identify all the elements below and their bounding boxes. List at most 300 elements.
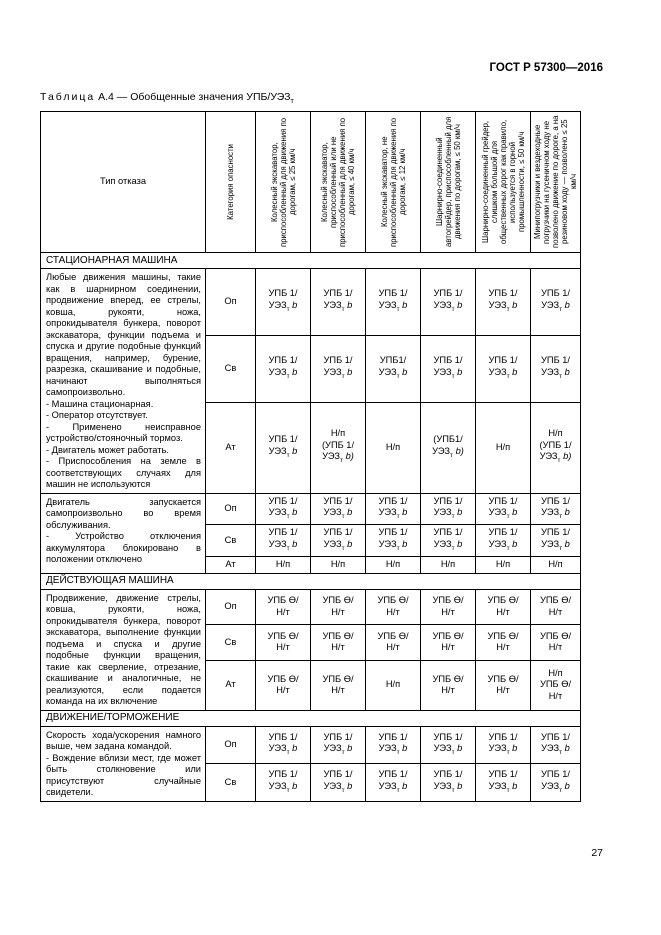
value-subscript: т [451,372,455,380]
value-suffix: b [509,743,518,754]
value-line: УЭЗ [268,538,287,549]
value-suffix: b [289,299,298,310]
value-subscript: т [451,748,455,756]
value-subscript: т [559,786,563,794]
value-subscript: т [506,748,510,756]
value-cell [421,335,476,402]
value-cell [476,493,531,525]
value-suffix: b [399,538,408,549]
value-subscript: т [506,512,510,520]
value-subscript: т [341,305,345,313]
value-line: Н/т [276,685,290,696]
value-suffix: b [289,507,298,517]
value-line: УЭЗ [488,299,507,310]
value-line: УЭЗ [432,445,451,456]
value-suffix: b [454,780,463,791]
caption-number: А.4 [98,91,114,103]
value-line: УЭЗ [378,743,397,754]
value-subscript: т [396,786,400,794]
value-cell [256,764,311,802]
value-line: УПБ Ѳ/ [267,630,299,641]
value-suffix: b [399,366,408,377]
value-line: УПБ 1/ [323,769,353,780]
value-suffix: b) [453,445,464,456]
value-subscript: т [286,512,290,520]
value-cell [531,557,581,574]
value-line: УПБ 1/ [378,731,408,742]
col-5-label: Шарнирно-соединенный грейдер, слишком большой для общественных дорог как правило, используется в горной промышленности, ≤ 50 км/ч [480,119,526,245]
value-line: УЭЗ [268,366,287,377]
value-cell [421,660,476,710]
value-cell [421,557,476,574]
value-cell [366,726,421,764]
hazard-category-cell: Ат [206,660,256,710]
value-line: УЭЗ [541,366,560,377]
value-suffix: b [289,743,298,754]
value-line: Н/т [441,642,455,653]
value-suffix: b [562,299,570,310]
value-line: Н/т [331,685,345,696]
value-cell [476,269,531,336]
value-suffix: b [454,507,463,517]
document-header: ГОСТ Р 57300—2016 [489,62,603,74]
failure-description [41,589,206,710]
value-line: Н/т [441,606,455,617]
value-line: УПБ 1/ [323,495,353,506]
hazard-category-cell: Ат [206,557,256,574]
value-line: УЭЗ [323,299,342,310]
value-line: УПБ 1/ [268,288,298,299]
value-suffix: b [289,366,298,377]
value-subscript: т [396,305,400,313]
description-line: Двигатель запускается самопроизвольно во время обслуживания. [46,496,201,530]
value-line: УПБ 1/ [488,495,518,506]
value-line: УПБ 1/ [540,495,571,506]
value-suffix: b [344,299,353,310]
col-1 [256,112,311,253]
value-cell [531,625,581,660]
value-line: УЭЗ [541,299,560,310]
value-line: УПБ 1/ [268,495,298,506]
value-line: УЭЗ [541,780,560,791]
value-suffix: b [399,299,408,310]
value-subscript: т [286,305,290,313]
value-line: УПБ 1/ [433,355,463,366]
value-cell [421,402,476,493]
value-line: УЭЗ [323,780,342,791]
value-line: УПБ 1/ [433,495,463,506]
value-subscript: т [286,786,290,794]
description-line: - Устройство отключения аккумулятора блокировано в положении отключено [46,531,201,564]
value-cell [366,764,421,802]
value-line: Н/п [385,441,401,452]
hazard-category-cell: Ат [206,402,256,493]
value-line: Н/п [548,667,563,678]
value-line: (УПБ 1/ [321,439,355,450]
value-subscript: т [286,544,290,552]
hazard-category-cell: Оп [206,589,256,624]
value-cell [256,557,311,574]
value-line: УЭЗ [488,507,507,517]
value-suffix: b [454,538,463,549]
value-line: УПБ1/ [379,355,407,366]
value-line: Н/т [548,642,563,653]
value-cell [366,625,421,660]
hazard-category-cell: Св [206,764,256,802]
value-line: УЭЗ [268,743,287,754]
value-subscript: т [286,748,290,756]
value-line: УЭЗ [488,743,507,754]
value-suffix: b [399,743,408,754]
value-line: УПБ Ѳ/ [432,673,464,684]
value-cell [311,269,366,336]
hazard-category-cell: Оп [206,726,256,764]
section-title: СТАЦИОНАРНАЯ МАШИНА [41,253,581,269]
value-suffix: b [289,538,298,549]
value-line: УЭЗ [541,743,560,754]
table-row [41,269,581,336]
value-suffix: b [562,366,570,377]
value-line: УПБ 1/ [268,355,298,366]
col-1-label: Колесный экскаватор, приспособленный для движения по дорогам, ≤ 25 км/ч [269,117,297,247]
value-subscript: т [451,544,455,552]
value-line: УЭЗ [433,507,452,517]
value-cell [256,660,311,710]
value-cell [256,402,311,493]
value-line: УПБ 1/ [268,731,298,742]
description-line: Скорость хода/ускорения намного выше, чем задана командой. [46,729,201,752]
col-4-label: Шарнирно-соединенный автогрейдер, приспособленный для движения по дорогам, ≤ 50 км/ч [434,116,462,248]
hazard-category-cell: Оп [206,269,256,336]
value-subscript: т [506,305,510,313]
value-line: Н/п [548,428,563,439]
value-cell [531,335,581,402]
col-6-label: Минипогрузчики и вездеходные погрузчики на гусеничном ходу не позволено движение по дороге, а на резиновом ходу — позволено ≤ 25 км/ч [533,115,578,249]
value-cell [476,764,531,802]
value-line: УЭЗ [323,507,342,517]
value-line: Н/п [275,559,291,570]
value-line: УЭЗ [268,780,287,791]
header-row [41,112,581,253]
value-line: Н/т [548,690,563,701]
value-line: Н/т [331,606,345,617]
value-line: УПБ 1/ [268,769,298,780]
hazard-category-cell: Св [206,625,256,660]
col-5 [476,112,531,253]
value-subscript: т [559,748,563,756]
value-cell [256,493,311,525]
value-cell [421,764,476,802]
value-cell [476,335,531,402]
value-subscript: т [450,451,454,459]
value-suffix: b [344,743,353,754]
value-suffix: b [454,366,463,377]
value-subscript: т [341,544,345,552]
value-subscript: т [396,748,400,756]
value-line: Н/т [276,606,290,617]
value-cell [476,660,531,710]
value-cell [366,402,421,493]
value-cell [366,335,421,402]
value-line: Н/п [330,428,346,439]
value-cell [476,525,531,557]
value-line: Н/т [496,642,510,653]
value-cell [366,269,421,336]
value-line: УЭЗ [433,538,452,549]
value-line: УПБ Ѳ/ [539,630,572,641]
value-line: УЭЗ [268,507,287,517]
value-cell [421,589,476,624]
value-line: УЭЗ [541,507,560,517]
value-line: УПБ 1/ [323,527,353,538]
col-4 [421,112,476,253]
value-line: УПБ 1/ [268,434,298,445]
col-2 [311,112,366,253]
value-suffix: b [454,299,463,310]
value-suffix: b [509,299,518,310]
value-cell [311,557,366,574]
value-line: УПБ 1/ [323,288,353,299]
description-line: - Машина стационарная. [46,398,154,409]
description-line: Продвижение, движение стрелы, ковша, рукояти, ножа, опрокидывателя бункера, поворот экскаватора, выполнение функции подъема и спуска и другие подобные функции вращения, такие как сверление, отрезание, скашивание и аналогичные, не реализуются, если подается команда на их включение [46,592,201,707]
value-cell [531,660,581,710]
value-line: УПБ 1/ [540,355,571,366]
value-line: УПБ 1/ [488,355,518,366]
value-cell [256,726,311,764]
value-subscript: т [559,372,563,380]
value-line: Н/т [276,642,290,653]
value-suffix: b [562,507,570,517]
value-suffix: b [509,366,518,377]
value-suffix: b [509,538,518,549]
value-cell [256,269,311,336]
value-cell [256,525,311,557]
value-line: Н/т [331,642,345,653]
col-6 [531,112,581,253]
value-cell [311,493,366,525]
value-subscript: т [396,372,400,380]
value-subscript: т [340,457,344,465]
value-line: Н/т [496,685,510,696]
value-line: УЭЗ [488,780,507,791]
value-cell [256,335,311,402]
section-title: ДЕЙСТВУЮЩАЯ МАШИНА [41,573,581,589]
value-line: УЭЗ [268,299,287,310]
value-suffix: b [509,507,518,517]
value-line: Н/т [548,606,563,617]
description-line: - Приспособления на земле в соответствующих случаях для машин не используются [46,456,201,489]
value-suffix: b [399,780,408,791]
value-cell [531,493,581,525]
value-cell [531,726,581,764]
value-cell [531,589,581,624]
failure-description [41,726,206,801]
value-line: УПБ Ѳ/ [322,673,354,684]
section-title: ДВИЖЕНИЕ/ТОРМОЖЕНИЕ [41,710,581,726]
value-line: Н/п [385,559,401,570]
value-line: УПБ 1/ [488,769,518,780]
value-line: УПБ Ѳ/ [377,630,409,641]
value-line: УПБ Ѳ/ [487,673,519,684]
value-cell [476,402,531,493]
value-suffix: b [289,445,298,456]
value-line: УПБ Ѳ/ [432,595,464,606]
value-cell [421,625,476,660]
value-line: УЭЗ [378,299,397,310]
value-line: УЭЗ [323,538,342,549]
value-line: УПБ Ѳ/ [267,595,299,606]
value-cell [311,764,366,802]
section-row [41,253,581,269]
value-line: УЭЗ [322,451,341,462]
value-subscript: т [451,786,455,794]
value-subscript: т [396,512,400,520]
value-cell [311,402,366,493]
value-cell [311,660,366,710]
value-line: Н/т [496,606,510,617]
value-line: УПБ 1/ [540,769,571,780]
value-line: УПБ 1/ [268,527,298,538]
hazard-category-cell: Св [206,525,256,557]
table-row [41,589,581,624]
value-line: УПБ 1/ [540,527,571,538]
value-line: Н/т [386,606,400,617]
value-line: УПБ 1/ [323,731,353,742]
value-line: УЭЗ [323,366,342,377]
value-line: УПБ Ѳ/ [539,679,572,690]
value-cell [311,726,366,764]
value-suffix: b [562,780,570,791]
value-subscript: т [451,512,455,520]
value-subscript: т [559,305,563,313]
value-subscript: т [396,544,400,552]
description-line: - Двигатель может работать. [46,444,169,455]
value-line: УПБ 1/ [488,731,518,742]
failure-description [41,493,206,573]
col-hazard-category-label: Категория опасности [226,144,235,220]
value-suffix: b [399,507,408,517]
value-line: УЭЗ [433,366,452,377]
col-3 [366,112,421,253]
value-line: УПБ 1/ [540,731,571,742]
value-subscript: т [506,544,510,552]
value-line: УЭЗ [433,780,452,791]
value-cell [311,589,366,624]
value-line: УПБ 1/ [433,769,463,780]
value-line: Н/п [495,441,511,452]
value-suffix: b [562,538,570,549]
value-line: УПБ 1/ [433,527,463,538]
section-row [41,573,581,589]
col-3-label: Колесный экскаватор, не приспособленный для движения по дорогам, ≤ 12 км/ч [379,117,407,247]
value-line: УПБ 1/ [378,495,408,506]
value-subscript: т [286,372,290,380]
value-cell [476,625,531,660]
value-line: УЭЗ [268,445,287,456]
value-line: УПБ Ѳ/ [322,630,354,641]
value-cell [476,726,531,764]
value-cell [366,660,421,710]
description-line: - Применено неисправное устройство/стояночный тормоз. [46,421,201,443]
value-line: УПБ Ѳ/ [487,595,519,606]
value-line: УПБ 1/ [488,288,518,299]
value-line: Н/т [441,685,455,696]
value-line: УЭЗ [488,366,507,377]
value-line: УЭЗ [539,451,558,462]
value-subscript: т [341,372,345,380]
col-hazard-category [206,112,256,253]
value-subscript: т [559,544,563,552]
caption-text: — Обобщенные значения УПБ/УЭЗ [113,91,291,103]
value-line: УЭЗ [488,538,507,549]
value-cell [366,557,421,574]
value-line: УЭЗ [378,366,397,377]
value-cell [366,493,421,525]
table-body [41,253,581,802]
value-cell [311,625,366,660]
value-line: УПБ 1/ [433,731,463,742]
value-suffix: b [509,780,518,791]
value-cell [366,589,421,624]
value-line: УПБ 1/ [378,288,408,299]
value-suffix: b) [343,451,354,462]
value-line: Н/п [495,559,511,570]
value-line: УЭЗ [378,780,397,791]
value-subscript: т [341,748,345,756]
value-suffix: b [344,366,353,377]
section-row [41,710,581,726]
caption-subscript: т [290,98,294,106]
value-line: (УПБ1/ [433,434,463,445]
value-line: УПБ 1/ [488,527,518,538]
value-line: УЭЗ [433,299,452,310]
value-cell [421,493,476,525]
value-subscript: т [506,786,510,794]
value-cell [311,335,366,402]
value-cell [531,764,581,802]
value-cell [256,589,311,624]
value-subscript: т [506,372,510,380]
value-suffix: b [344,780,353,791]
value-cell [476,589,531,624]
value-suffix: b) [560,451,572,462]
value-cell [531,402,581,493]
value-line: УЭЗ [541,538,560,549]
value-line: УПБ Ѳ/ [322,595,354,606]
value-line: УПБ Ѳ/ [267,673,299,684]
value-cell [256,625,311,660]
value-cell [421,726,476,764]
value-line: УЭЗ [323,743,342,754]
description-line: Любые движения машины, такие как в шарнирном соединении, продвижение вперед, ее стрелы, ковша, рукояти, ножа, опрокидывателя бункера, поворот экскаватора, функции подъема и спуска и другие подобные функций вращения, например, бурение, разрезка, скашивание и подобные, начинают выполняться самопроизвольно. [46,272,201,397]
caption-label: Таблица [40,91,96,103]
col-failure-type-label: Тип отказа [99,176,147,187]
table-row [41,726,581,764]
value-suffix: b [562,743,570,754]
value-line: Н/п [330,559,346,570]
values-table [40,111,581,802]
value-subscript: т [451,305,455,313]
value-suffix: b [344,538,353,549]
value-subscript: т [557,457,561,465]
value-line: УПБ 1/ [540,288,571,299]
value-line: (УПБ 1/ [539,439,572,450]
value-suffix: b [344,507,353,517]
value-cell [366,525,421,557]
description-line: - Вождение вблизи мест, где может быть столкновение или присутствуют случайные свидетели. [46,752,201,798]
value-line: УПБ Ѳ/ [377,595,409,606]
value-subscript: т [341,512,345,520]
